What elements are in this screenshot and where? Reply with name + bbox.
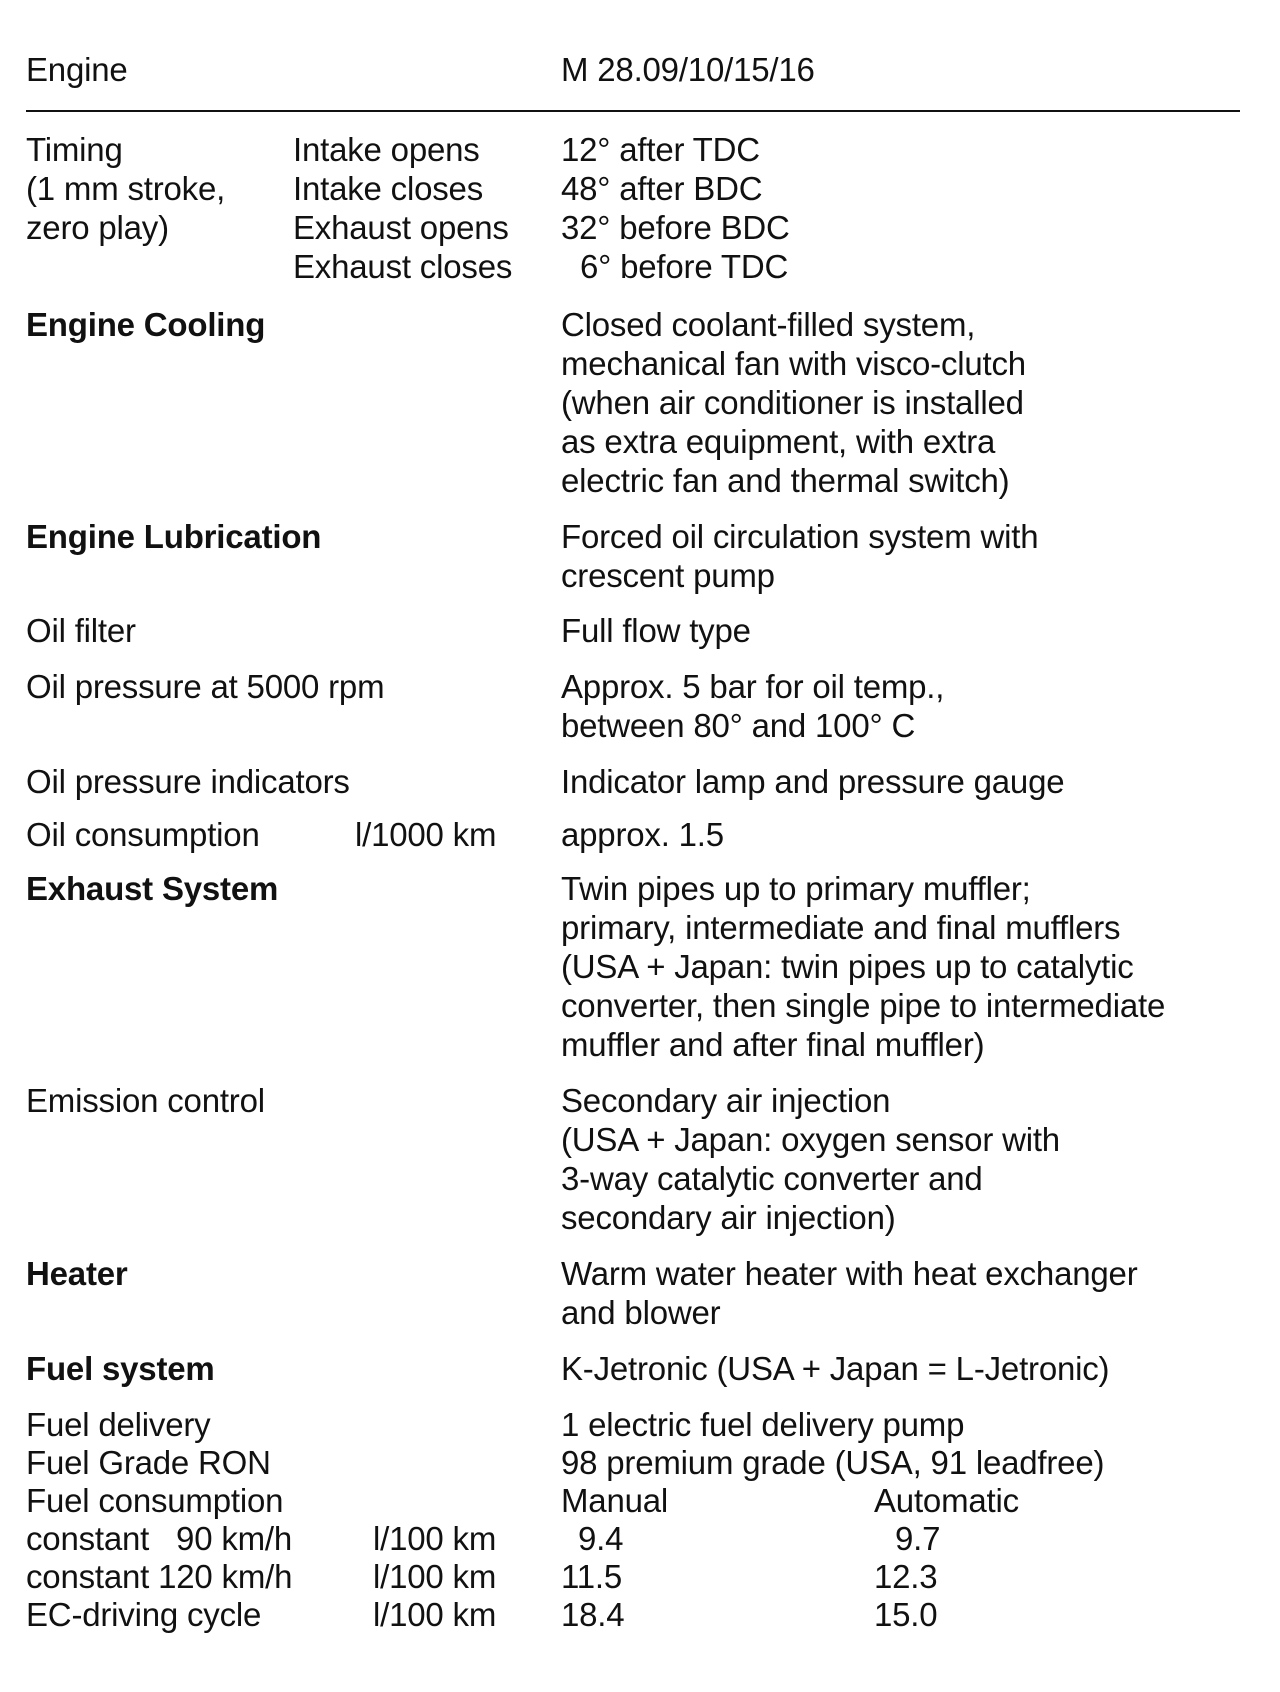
lubrication-line: crescent pump (561, 557, 775, 594)
fuel-row-unit: l/100 km (373, 1596, 497, 1633)
cooling-value (561, 305, 1026, 500)
oil-consumption-unit: l/1000 km (355, 816, 497, 853)
lubrication-line: Forced oil circulation system with (561, 518, 1039, 555)
cooling-line: mechanical fan with visco-clutch (561, 345, 1026, 382)
timing-event: Exhaust opens (293, 209, 509, 246)
fuel-row-unit: l/100 km (373, 1520, 497, 1557)
emission-line: Secondary air injection (561, 1082, 891, 1119)
fuel-consumption-col-manual: Manual (561, 1482, 669, 1519)
timing-event: Intake opens (293, 131, 480, 168)
oil-pressure-line: between 80° and 100° C (561, 707, 916, 744)
emission-line: 3-way catalytic converter and (561, 1160, 983, 1197)
fuel-row-manual: 11.5 (561, 1558, 622, 1595)
oil-pressure-value (561, 667, 944, 745)
engine-label: Engine (26, 51, 128, 88)
fuel-grade-value: 98 premium grade (USA, 91 leadfree) (561, 1444, 1105, 1481)
oil-pressure-label: Oil pressure at 5000 rpm (26, 668, 385, 705)
header-rule (26, 110, 1240, 112)
timing-label-line: zero play) (26, 209, 169, 246)
fuel-grade-label: Fuel Grade RON (26, 1444, 271, 1481)
timing-value: 48° after BDC (561, 170, 763, 207)
fuel-delivery-value: 1 electric fuel delivery pump (561, 1406, 965, 1443)
exhaust-line: muffler and after final muffler) (561, 1026, 985, 1063)
oil-indicators-value: Indicator lamp and pressure gauge (561, 763, 1065, 800)
oil-indicators-label: Oil pressure indicators (26, 763, 350, 800)
fuel-row-manual: 18.4 (561, 1596, 625, 1633)
timing-value: 12° after TDC (561, 131, 760, 168)
emission-line: (USA + Japan: oxygen sensor with (561, 1121, 1060, 1158)
emission-value (561, 1081, 1060, 1237)
fuel-system-value: K-Jetronic (USA + Japan = L-Jetronic) (561, 1350, 1110, 1387)
timing-event: Exhaust closes (293, 248, 513, 285)
fuel-row-manual: 9.4 (578, 1520, 624, 1557)
fuel-row-automatic: 15.0 (874, 1596, 938, 1633)
timing-value: 6° before TDC (580, 248, 789, 285)
timing-label-line: (1 mm stroke, (26, 170, 226, 207)
exhaust-line: converter, then single pipe to intermediate (561, 987, 1166, 1024)
timing-values (561, 130, 790, 286)
fuel-row-label: constant 120 km/h (26, 1558, 293, 1595)
emission-label: Emission control (26, 1082, 265, 1119)
lubrication-label: Engine Lubrication (26, 518, 322, 555)
fuel-delivery-label: Fuel delivery (26, 1406, 211, 1443)
timing-label-line: Timing (26, 131, 123, 168)
cooling-line: Closed coolant-filled system, (561, 306, 976, 343)
oil-consumption-label: Oil consumption (26, 816, 260, 853)
timing-value: 32° before BDC (561, 209, 790, 246)
fuel-row-unit: l/100 km (373, 1558, 497, 1595)
timing-event: Intake closes (293, 170, 484, 207)
engine-value: M 28.09/10/15/16 (561, 51, 815, 88)
exhaust-line: Twin pipes up to primary muffler; (561, 870, 1031, 907)
exhaust-label: Exhaust System (26, 870, 279, 907)
fuel-row-label: EC-driving cycle (26, 1596, 262, 1633)
emission-line: secondary air injection) (561, 1199, 896, 1236)
cooling-line: (when air conditioner is installed (561, 384, 1024, 421)
lubrication-value (561, 517, 1038, 595)
cooling-line: electric fan and thermal switch) (561, 462, 1010, 499)
fuel-system-label: Fuel system (26, 1350, 215, 1387)
heater-label: Heater (26, 1255, 128, 1292)
exhaust-line: primary, intermediate and final mufflers (561, 909, 1121, 946)
timing-label (26, 130, 225, 247)
oil-filter-label: Oil filter (26, 612, 136, 649)
heater-line: Warm water heater with heat exchanger (561, 1255, 1138, 1292)
cooling-line: as extra equipment, with extra (561, 423, 996, 460)
heater-line: and blower (561, 1294, 721, 1331)
fuel-row-automatic: 12.3 (874, 1558, 938, 1595)
timing-events (293, 130, 512, 286)
fuel-row-automatic: 9.7 (895, 1520, 941, 1557)
fuel-row-label: constant 90 km/h (26, 1520, 293, 1557)
oil-filter-value: Full flow type (561, 612, 751, 649)
heater-value (561, 1254, 1137, 1332)
exhaust-value (561, 869, 1165, 1064)
fuel-consumption-label: Fuel consumption (26, 1482, 284, 1519)
oil-consumption-value: approx. 1.5 (561, 816, 724, 853)
fuel-consumption-col-automatic: Automatic (874, 1482, 1019, 1519)
exhaust-line: (USA + Japan: twin pipes up to catalytic (561, 948, 1134, 985)
oil-pressure-line: Approx. 5 bar for oil temp., (561, 668, 945, 705)
cooling-label: Engine Cooling (26, 306, 266, 343)
